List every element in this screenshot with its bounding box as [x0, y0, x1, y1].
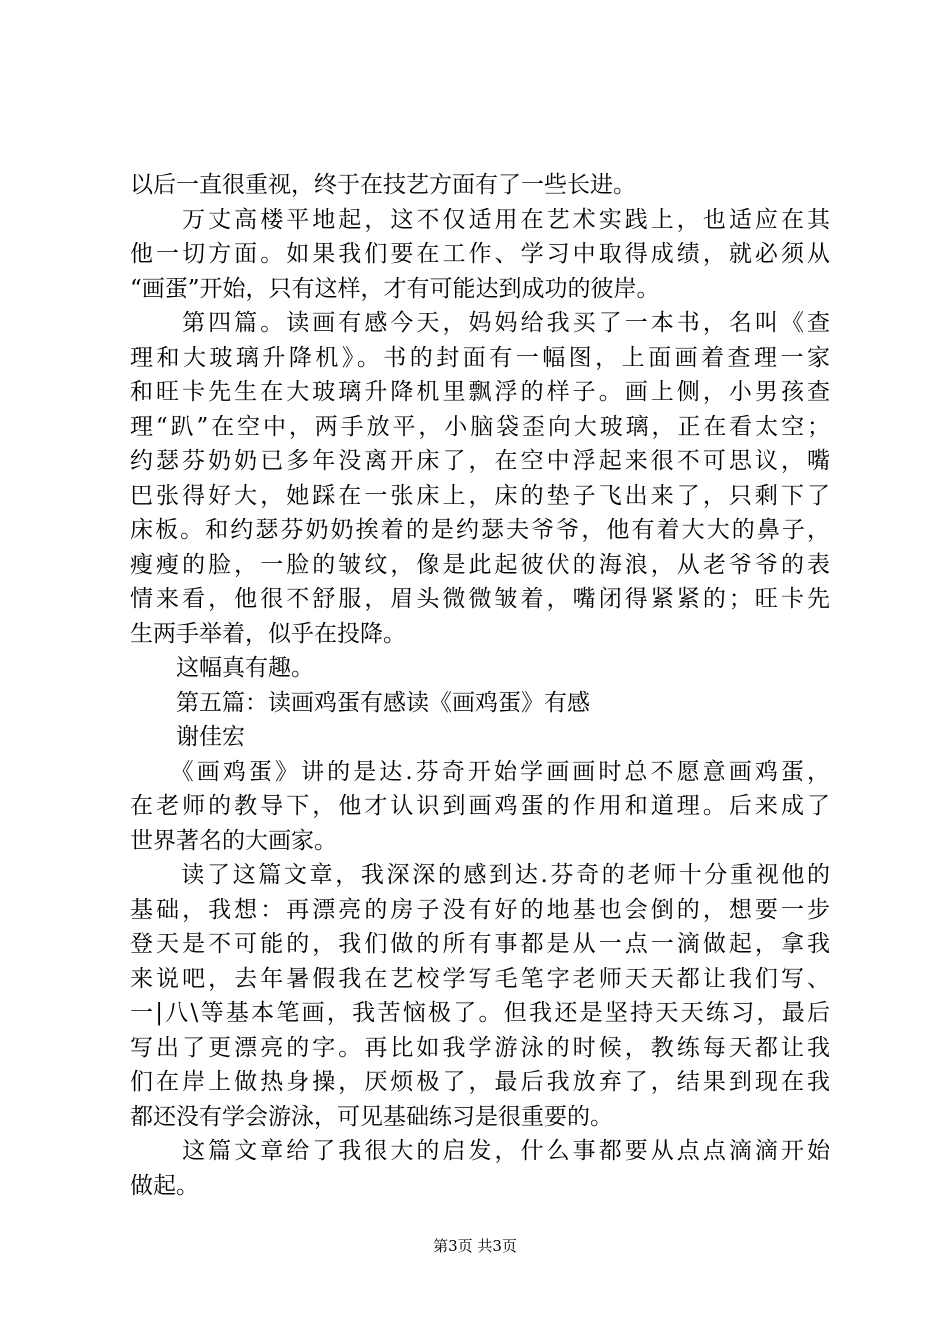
document-body: [130, 168, 830, 1203]
text-line: 《画鸡蛋》讲的是达.芬奇开始学画画时总不愿意画鸡蛋，: [130, 758, 830, 785]
page-footer: [0, 1236, 950, 1256]
text-line: 以后一直很重视，终于在技艺方面有了一些长进。: [130, 172, 636, 198]
text-line: 做起。: [130, 1172, 199, 1199]
text-line: 这篇文章给了我很大的启发，什么事都要从点点滴滴开始: [130, 1138, 830, 1164]
text-line: 都还没有学会游泳，可见基础练习是很重要的。: [130, 1103, 613, 1130]
text-line: 情来看，他很不舒服，眉头微微皱着，嘴闭得紧紧的；旺卡先: [130, 586, 830, 612]
text-line: 瘦瘦的脸，一脸的皱纹，像是此起彼伏的海浪，从老爷爷的表: [130, 551, 830, 578]
text-line: 来说吧，去年暑假我在艺校学写毛笔字老师天天都让我们写、: [130, 965, 830, 992]
page-number-label: 第3页 共3页: [433, 1237, 517, 1255]
text-line: 理“趴”在空中，两手放平，小脑袋歪向大玻璃，正在看太空；: [130, 413, 830, 440]
text-line: 和旺卡先生在大玻璃升降机里飘浮的样子。画上侧，小男孩查: [130, 379, 830, 405]
text-line: 第四篇。读画有感今天，妈妈给我买了一本书，名叫《查: [130, 310, 830, 336]
text-line: 生两手举着，似乎在投降。: [130, 620, 406, 647]
text-line: 巴张得好大，她踩在一张床上，床的垫子飞出来了，只剩下了: [130, 482, 830, 509]
text-line: “画蛋”开始，只有这样，才有可能达到成功的彼岸。: [130, 275, 660, 302]
text-line: 谢佳宏: [130, 724, 245, 750]
text-line: 在老师的教导下，他才认识到画鸡蛋的作用和道理。后来成了: [130, 793, 830, 819]
text-line: 登天是不可能的，我们做的所有事都是从一点一滴做起，拿我: [130, 931, 830, 957]
text-line: 世界著名的大画家。: [130, 827, 337, 854]
text-line: 写出了更漂亮的字。再比如我学游泳的时候，教练每天都让我: [130, 1034, 830, 1061]
text-line: 们在岸上做热身操，厌烦极了，最后我放弃了，结果到现在我: [130, 1069, 830, 1095]
text-line: 理和大玻璃升降机》。书的封面有一幅图，上面画着查理一家: [130, 344, 830, 371]
text-line: 床板。和约瑟芬奶奶挨着的是约瑟夫爷爷，他有着大大的鼻子，: [130, 517, 830, 543]
text-line: 一|八\等基本笔画，我苦恼极了。但我还是坚持天天练习，最后: [130, 1000, 830, 1026]
text-line: 读了这篇文章，我深深的感到达.芬奇的老师十分重视他的: [130, 862, 830, 888]
text-line: 约瑟芬奶奶已多年没离开床了，在空中浮起来很不可思议，嘴: [130, 448, 830, 474]
text-line: 基础，我想：再漂亮的房子没有好的地基也会倒的，想要一步: [130, 896, 830, 923]
text-line: 这幅真有趣。: [130, 655, 314, 681]
text-line: 第五篇：读画鸡蛋有感读《画鸡蛋》有感: [130, 689, 590, 716]
text-line: 万丈高楼平地起，这不仅适用在艺术实践上，也适应在其: [130, 206, 830, 233]
text-line: 他一切方面。如果我们要在工作、学习中取得成绩，就必须从: [130, 241, 830, 267]
